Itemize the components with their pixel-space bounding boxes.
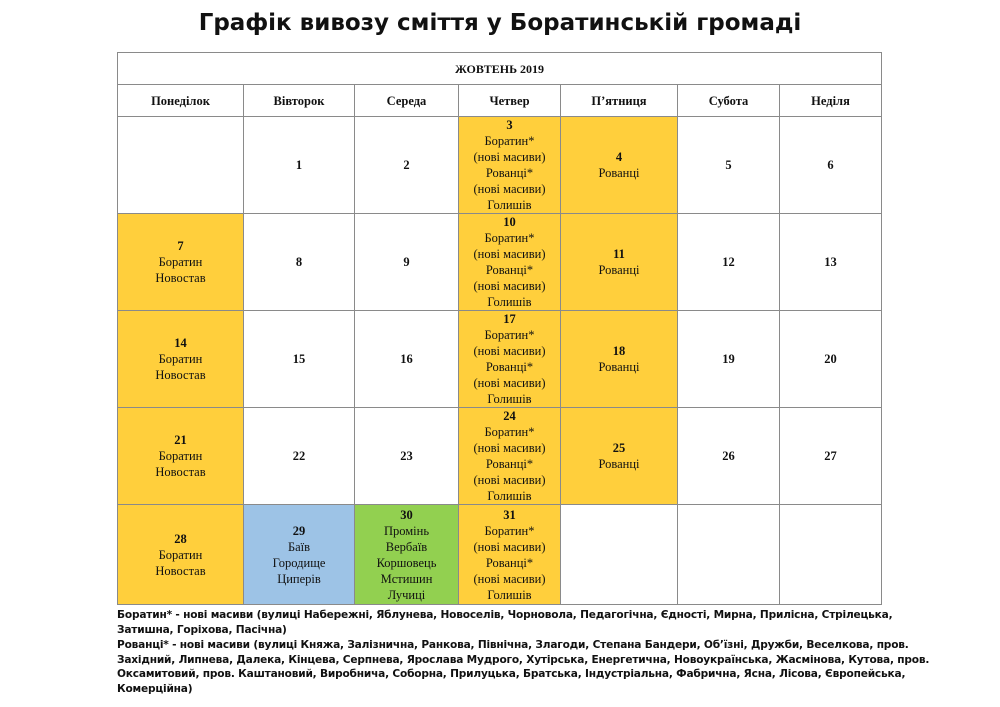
- village-name: Рованці*: [485, 166, 534, 180]
- day-number: 30: [400, 507, 413, 522]
- day-number: 16: [400, 352, 413, 366]
- day-number: 13: [824, 255, 837, 269]
- day-cell: [244, 214, 355, 311]
- village-name: Боратин*: [484, 523, 535, 538]
- day-number: 8: [295, 255, 303, 269]
- weekday-header: Неділя: [780, 85, 882, 117]
- day-cell: [459, 408, 561, 505]
- day-number: 11: [613, 247, 625, 261]
- day-number: 24: [503, 409, 516, 423]
- day-cell: [561, 214, 678, 311]
- village-name: (нові масиви): [473, 571, 546, 586]
- day-number: 27: [824, 449, 837, 463]
- week-row: [118, 214, 882, 311]
- empty-cell: [780, 505, 882, 605]
- village-name: Новостав: [155, 271, 206, 285]
- village-name: Рованці*: [485, 360, 534, 374]
- day-cell: [355, 214, 459, 311]
- village-name: Циперів: [277, 571, 321, 586]
- footnote-boratyn: Боратин* - нові масиви (вулиці Набережні, Яблунева, Новоселів, Чорновола, Педагогічна, Єдності, Мирна, Прилісна, Стрілецька, Затишна, Горіхова, Пасічна): [117, 609, 893, 636]
- day-cell: [459, 214, 561, 311]
- village-name: Голишів: [487, 587, 532, 602]
- village-name: Мстишин: [380, 571, 433, 586]
- day-cell: [244, 311, 355, 408]
- village-name: (нові масиви): [473, 376, 546, 390]
- page-title: Графік вивозу сміття у Боратинській громаді: [198, 10, 802, 36]
- day-cell: [459, 311, 561, 408]
- day-cell: [678, 311, 780, 408]
- empty-cell: [561, 505, 678, 605]
- day-number: 21: [174, 433, 187, 447]
- weekday-header: Середа: [355, 85, 459, 117]
- village-name: Рованці*: [485, 457, 534, 471]
- day-number: 4: [615, 150, 623, 164]
- village-name: Боратин*: [484, 231, 535, 245]
- day-cell: [244, 505, 355, 605]
- day-cell: [118, 214, 244, 311]
- village-name: Промінь: [383, 523, 430, 538]
- day-number: 26: [722, 449, 735, 463]
- village-name: (нові масиви): [473, 182, 546, 196]
- village-name: (нові масиви): [473, 150, 546, 164]
- day-cell: [355, 117, 459, 214]
- village-name: Новостав: [155, 465, 206, 479]
- village-name: Голишів: [487, 198, 532, 212]
- day-cell: [244, 117, 355, 214]
- day-number: 1: [295, 158, 303, 172]
- village-name: (нові масиви): [473, 539, 546, 554]
- weekday-header: Субота: [678, 85, 780, 117]
- village-name: Боратин: [158, 449, 203, 463]
- village-name: (нові масиви): [473, 473, 546, 487]
- village-name: Рованці: [598, 360, 640, 374]
- week-row: [118, 311, 882, 408]
- village-name: Боратин*: [484, 328, 535, 342]
- village-name: Новостав: [155, 563, 206, 578]
- day-cell: [118, 505, 244, 605]
- village-name: (нові масиви): [473, 247, 546, 261]
- village-name: Боратин: [158, 255, 203, 269]
- week-row: [118, 408, 882, 505]
- day-number: 3: [506, 118, 513, 132]
- day-cell: [780, 311, 882, 408]
- weekday-header: Четвер: [459, 85, 561, 117]
- week-row: [118, 505, 882, 605]
- footnote-rovantsi: Рованці* - нові масиви (вулиці Княжа, Залізнична, Ранкова, Північна, Злагоди, Степана Бандери, Об’їзні, Дружби, Веселкова, пров. Західний, Липнева, Далека, Кінцева, Серпнева, Ярослава Мудрого, Хутірська, Енергетична, Новоукраїнська, Жасмінова, Кутова, пров. Оксамитовий, пров. Каштановий, Виробнича, Соборна, Прилуцька, Братська, Індустріальна, Фабрична, Ясна, Лісова, Європейська, Комерційна): [117, 639, 930, 695]
- day-number: 9: [403, 255, 410, 269]
- day-number: 31: [503, 507, 516, 522]
- day-number: 17: [503, 312, 516, 326]
- day-number: 12: [722, 255, 735, 269]
- village-name: Голишів: [487, 489, 532, 503]
- village-name: (нові масиви): [473, 344, 546, 358]
- village-name: Рованці: [598, 166, 640, 180]
- day-cell: [355, 311, 459, 408]
- village-name: Боратин*: [484, 425, 535, 439]
- village-name: Рованці*: [485, 263, 534, 277]
- day-number: 18: [612, 344, 626, 358]
- day-number: 19: [722, 352, 735, 366]
- day-cell: [118, 311, 244, 408]
- village-name: Рованці*: [485, 555, 534, 570]
- day-cell: [678, 214, 780, 311]
- day-cell: [244, 408, 355, 505]
- day-cell: [459, 117, 561, 214]
- village-name: Боратин*: [484, 134, 535, 148]
- day-number: 28: [174, 531, 187, 546]
- village-name: Коршовець: [376, 555, 437, 570]
- village-name: Городище: [272, 555, 326, 570]
- day-number: 25: [612, 441, 626, 455]
- village-name: Вербаїв: [385, 539, 428, 554]
- village-name: Рованці: [598, 263, 640, 277]
- day-cell: [561, 117, 678, 214]
- village-name: Боратин: [158, 352, 203, 366]
- day-cell: [355, 408, 459, 505]
- day-cell: [561, 408, 678, 505]
- day-number: 23: [400, 449, 413, 463]
- village-name: Голишів: [487, 295, 532, 309]
- day-cell: [459, 505, 561, 605]
- village-name: (нові масиви): [473, 441, 546, 455]
- weekday-header: Вівторок: [244, 85, 355, 117]
- day-cell: [780, 408, 882, 505]
- day-number: 5: [725, 158, 732, 172]
- village-name: Боратин: [158, 547, 203, 562]
- day-cell: [678, 408, 780, 505]
- day-number: 29: [292, 523, 306, 538]
- calendar-table: [117, 52, 882, 605]
- day-number: 15: [292, 352, 306, 366]
- weekday-header: П’ятниця: [561, 85, 678, 117]
- empty-cell: [118, 117, 244, 214]
- day-number: 20: [824, 352, 837, 366]
- village-name: Лучиці: [387, 587, 426, 602]
- month-header: ЖОВТЕНЬ 2019: [118, 53, 882, 85]
- week-row: [118, 117, 882, 214]
- village-name: Голишів: [487, 392, 532, 406]
- day-number: 10: [503, 215, 516, 229]
- day-number: 22: [292, 449, 306, 463]
- footnotes: [117, 608, 937, 697]
- day-cell: [780, 214, 882, 311]
- day-cell: [355, 505, 459, 605]
- village-name: (нові масиви): [473, 279, 546, 293]
- day-cell: [780, 117, 882, 214]
- village-name: Новостав: [155, 368, 206, 382]
- village-name: Рованці: [598, 457, 640, 471]
- day-cell: [561, 311, 678, 408]
- day-number: 6: [827, 158, 834, 172]
- empty-cell: [678, 505, 780, 605]
- day-cell: [118, 408, 244, 505]
- day-number: 2: [403, 158, 410, 172]
- village-name: Баїв: [287, 539, 311, 554]
- weekday-header: Понеділок: [118, 85, 244, 117]
- day-number: 7: [177, 239, 184, 253]
- day-number: 14: [174, 336, 187, 350]
- day-cell: [678, 117, 780, 214]
